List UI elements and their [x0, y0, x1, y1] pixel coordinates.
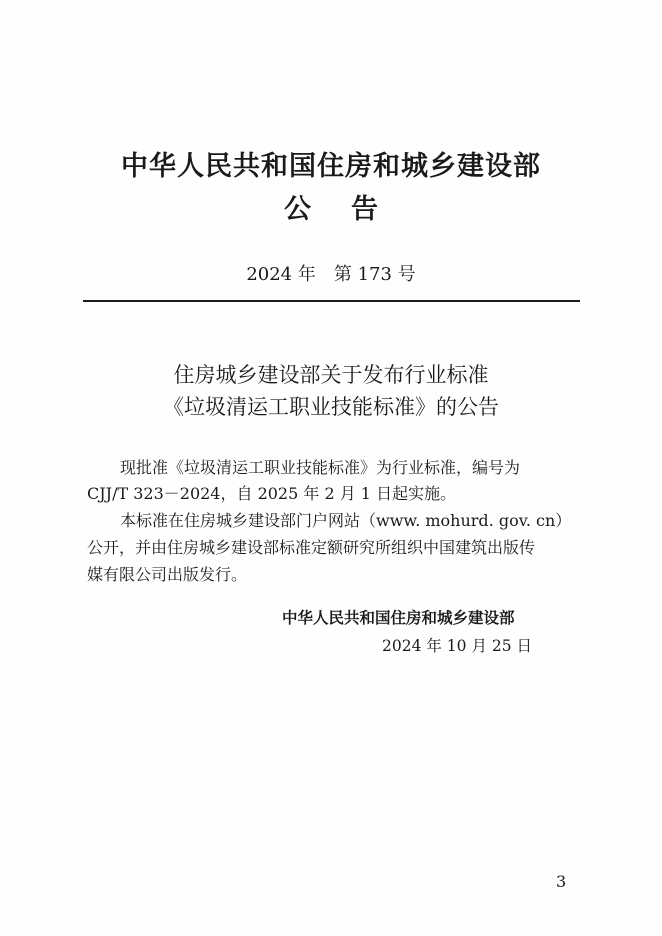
body-line: 现批准《垃圾清运工职业技能标准》为行业标准，编号为 — [120, 458, 521, 477]
signature-organization: 中华人民共和国住房和城乡建设部 — [282, 609, 515, 627]
issue-number: 2024 年 第 173 号 — [246, 264, 416, 285]
notice-title-line-1: 住房城乡建设部关于发布行业标准 — [173, 363, 489, 387]
issuing-authority-title: 中华人民共和国住房和城乡建设部 — [121, 151, 541, 182]
body-line: 公开，并由住房城乡建设部标准定额研究所组织中国建筑出版传 — [87, 538, 536, 557]
announcement-heading: 公告 — [284, 194, 418, 225]
signature-date: 2024 年 10 月 25 日 — [382, 637, 533, 655]
body-line: 媒有限公司出版发行。 — [87, 565, 248, 584]
body-line: 本标准在住房城乡建设部门户网站（www. mohurd. gov. cn） — [120, 511, 572, 530]
notice-title-line-2: 《垃圾清运工职业技能标准》的公告 — [163, 395, 499, 419]
body-line: CJJ/T 323－2024，自 2025 年 2 月 1 日起实施。 — [87, 484, 457, 503]
header-divider — [83, 300, 580, 302]
page-number: 3 — [556, 872, 567, 891]
